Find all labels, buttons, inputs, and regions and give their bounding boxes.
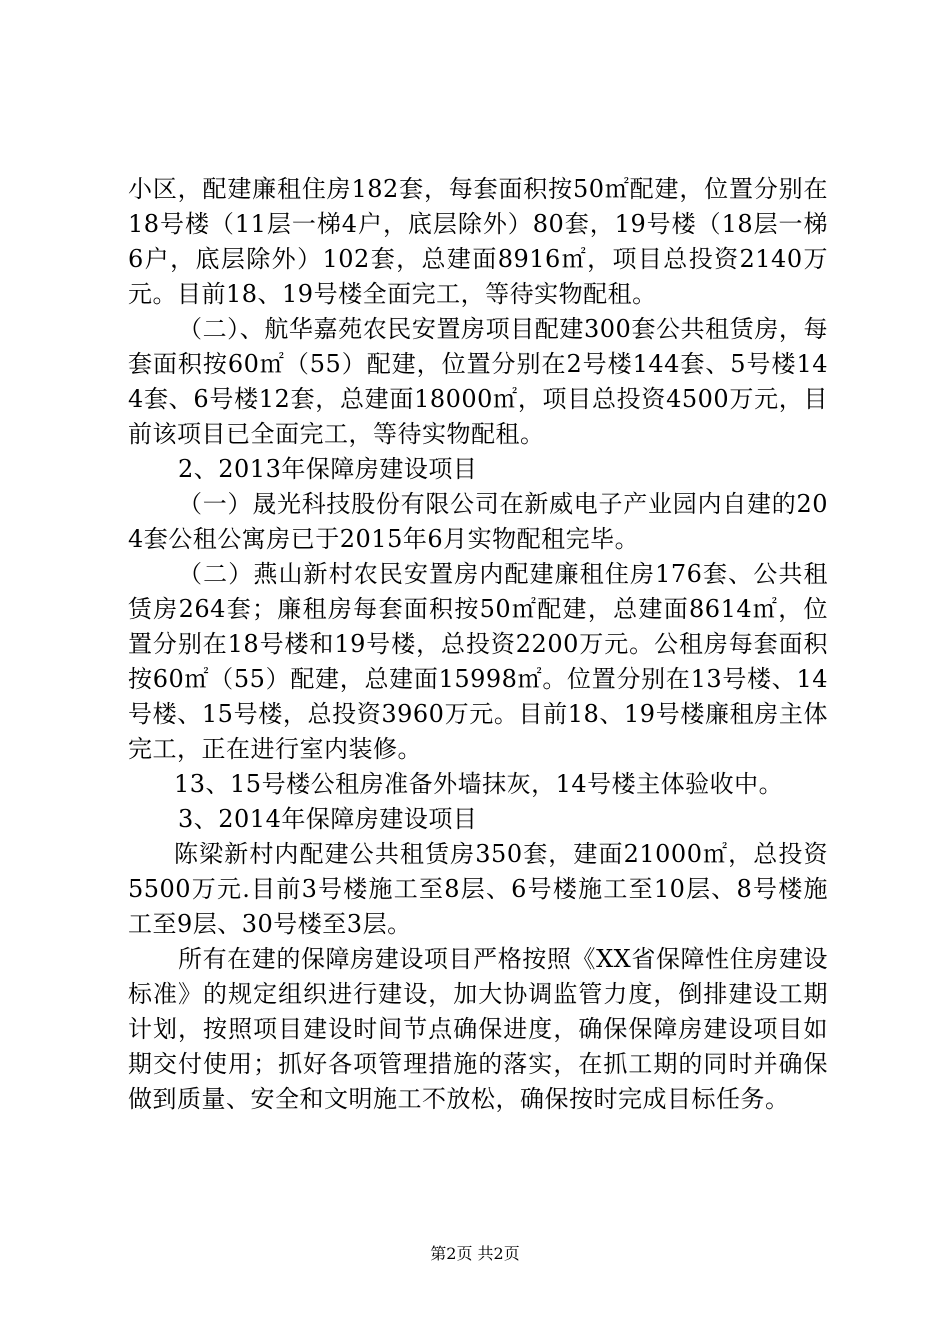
document-body [128, 172, 828, 1117]
paragraph-6: 陈梁新村内配建公共租赁房350套，建面21000㎡，总投资5500万元.目前3号楼施工至8层、6号楼施工至10层、8号楼施工至9层、30号楼至3层。 [128, 840, 828, 938]
paragraph-1: 小区，配建廉租住房182套，每套面积按50㎡配建，位置分别在18号楼（11层一梯4户，底层除外）80套，19号楼（18层一梯6户，底层除外）102套，总建面8916㎡，项目总投资2140万元。目前18、19号楼全面完工，等待实物配租。 [128, 175, 828, 308]
paragraph-2: （二）、航华嘉苑农民安置房项目配建300套公共租赁房，每套面积按60㎡（55）配建，位置分别在2号楼144套、5号楼144套、6号楼12套，总建面18000㎡，项目总投资4500万元，目前该项目已全面完工，等待实物配租。 [128, 315, 828, 448]
paragraph-7: 所有在建的保障房建设项目严格按照《XX省保障性住房建设标准》的规定组织进行建设，加大协调监管力度，倒排建设工期计划，按照项目建设时间节点确保进度，确保保障房建设项目如期交付使用；抓好各项管理措施的落实，在抓工期的同时并确保做到质量、安全和文明施工不放松，确保按时完成目标任务。 [128, 945, 828, 1113]
paragraph-3: （一）晟光科技股份有限公司在新威电子产业园内自建的204套公租公寓房已于2015年6月实物配租完毕。 [128, 490, 828, 553]
page-footer: 第2页 共2页 [430, 1244, 520, 1263]
paragraph-5: 13、15号楼公租房准备外墙抹灰，14号楼主体验收中。 [174, 770, 784, 798]
paragraph-4: （二）燕山新村农民安置房内配建廉租住房176套、公共租赁房264套；廉租房每套面积按50㎡配建，总建面8614㎡，位置分别在18号楼和19号楼，总投资2200万元。公租房每套面积按60㎡（55）配建，总建面15998㎡。位置分别在13号楼、14号楼、15号楼，总投资3960万元。目前18、19号楼廉租房主体完工，正在进行室内装修。 [128, 560, 828, 763]
section-heading-2014: 3、2014年保障房建设项目 [178, 805, 478, 833]
section-heading-2013: 2、2013年保障房建设项目 [178, 455, 478, 483]
